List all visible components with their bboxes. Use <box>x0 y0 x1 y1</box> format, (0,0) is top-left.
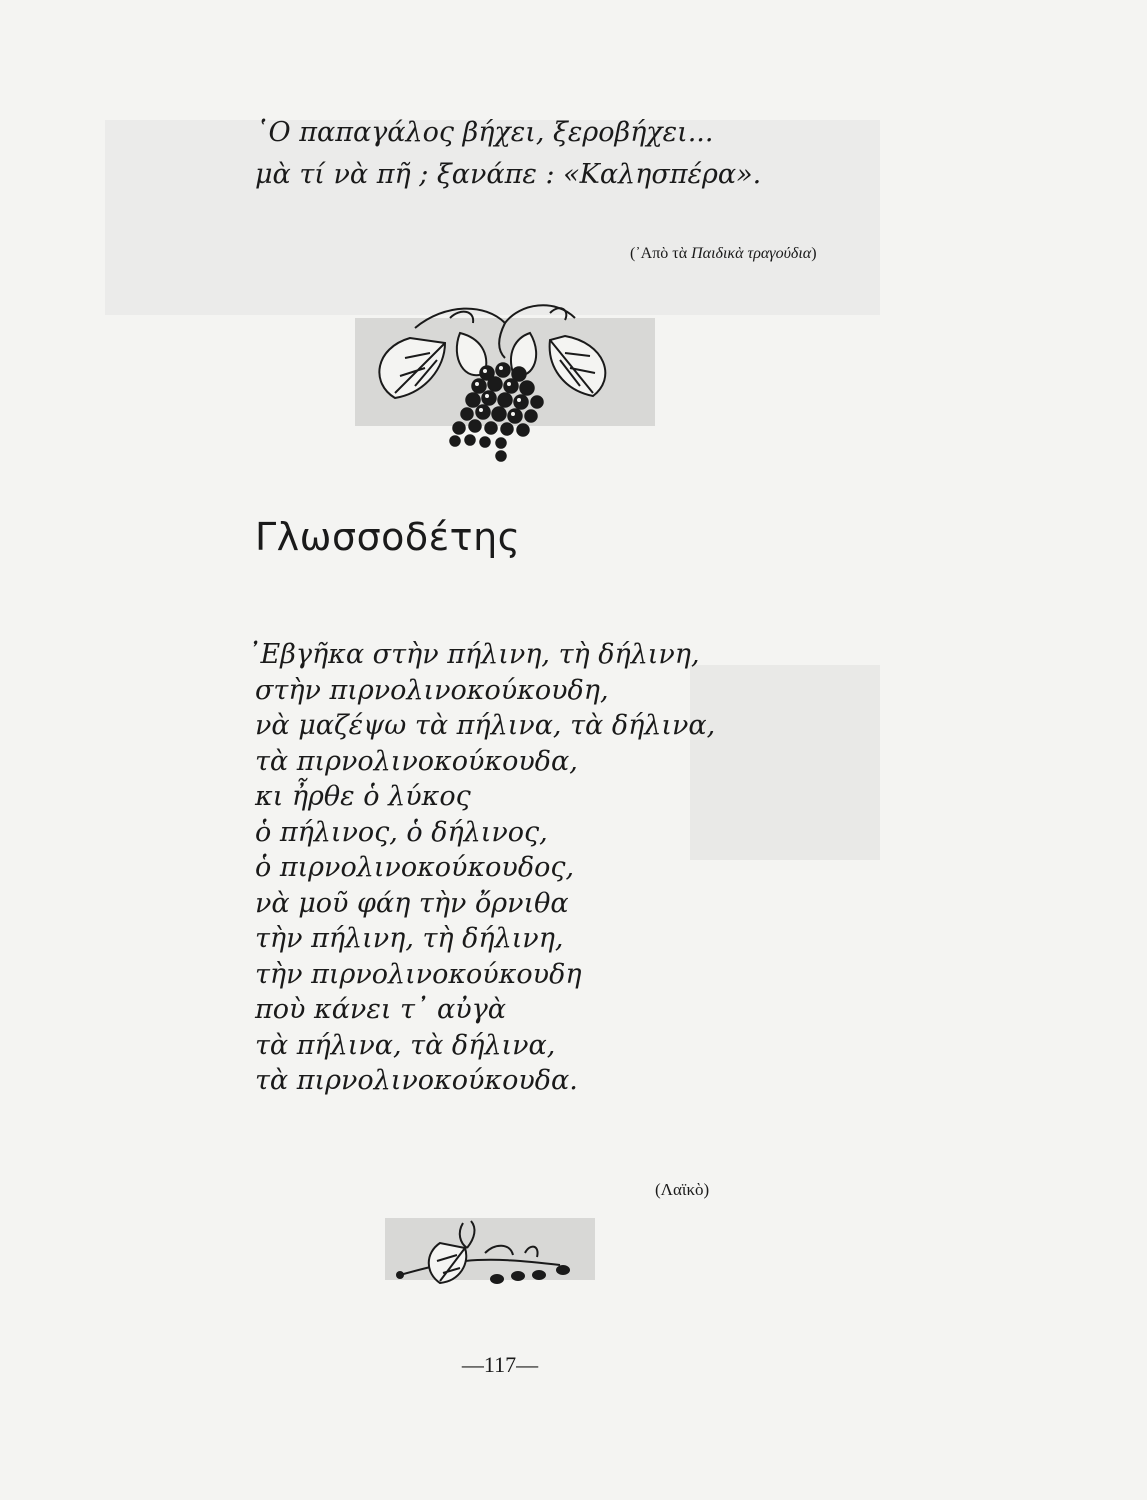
poem-line: κι ἦρθε ὁ λύκος <box>255 781 471 812</box>
bottom-source-citation: (Λαϊκὸ) <box>655 1180 710 1199</box>
grapevine-ornament-icon <box>355 298 655 468</box>
page-number: —117— <box>461 1352 539 1377</box>
poem-line: ᾿Εβγῆκα στὴν πήλινη, τὴ δήλινη, <box>247 639 700 670</box>
poem-line: τὰ πιρνολινοκούκουδα. <box>255 1065 578 1096</box>
poem-text <box>247 637 716 1099</box>
top-verse <box>255 112 761 196</box>
vine-sprig-ornament-icon <box>385 1213 595 1303</box>
poem-line: ὁ πήλινος, ὁ δήλινος, <box>255 816 548 848</box>
poem-line: τὴν πιρνολινοκούκουδη <box>255 958 582 990</box>
poem-line: ποὺ κάνει τ᾿ αὐγὰ <box>255 994 507 1025</box>
poem-line: τὴν πήλινη, τὴ δήλινη, <box>255 923 564 954</box>
citation-suffix: ) <box>811 245 817 262</box>
poem-line: τὰ πήλινα, τὰ δήλινα, <box>255 1029 556 1061</box>
verse-line: ῾Ο παπαγάλος βήχει, ξεροβήχει... <box>255 117 714 148</box>
poem-line: τὰ πιρνολινοκούκουδα, <box>255 745 578 777</box>
verse-line: μὰ τί νὰ πῆ ; ξανάπε : «Καλησπέρα». <box>255 159 762 190</box>
poem-title: Γλωσσοδέτης <box>255 515 521 559</box>
top-source-citation <box>630 245 817 263</box>
background-showthrough-image <box>690 665 880 860</box>
poem-line: νὰ μαζέψω τὰ πήλινα, τὰ δήλινα, <box>255 710 716 741</box>
citation-prefix: (᾿Απὸ τὰ <box>630 245 692 262</box>
poem-line: ὁ πιρνολινοκούκουδος, <box>255 852 575 883</box>
poem-line: νὰ μοῦ φάη τὴν ὄρνιθα <box>255 887 569 919</box>
citation-work: Παιδικὰ τραγούδια <box>691 245 812 262</box>
poem-line: στὴν πιρνολινοκούκουδη, <box>255 674 609 706</box>
